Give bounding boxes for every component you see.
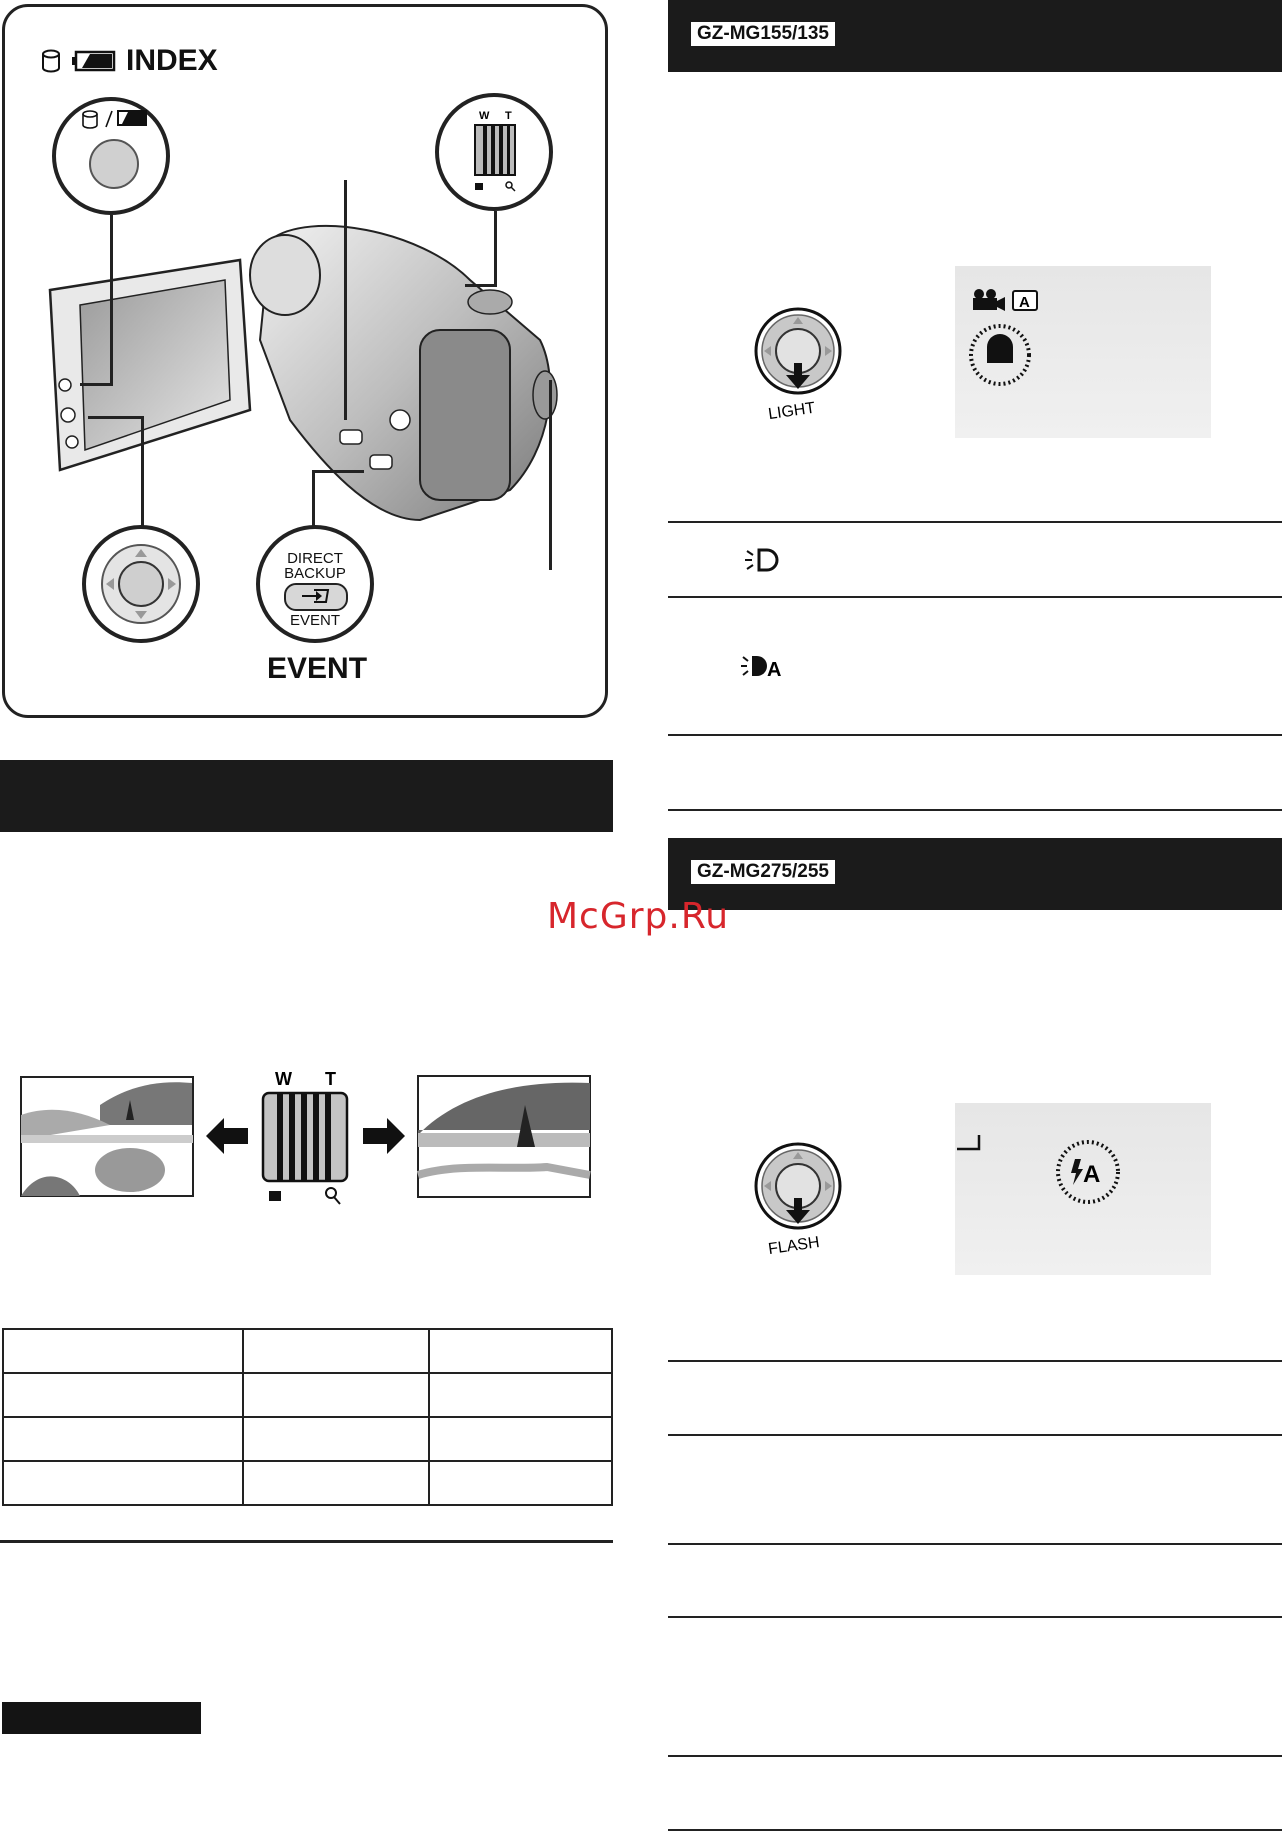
battery-card-icon [72,50,116,72]
svg-text:W: W [479,110,490,122]
hdd-icon [40,48,62,74]
right-arrow-icon [363,1118,405,1154]
leader-line [312,470,315,526]
hdd-battery-icon [80,107,150,133]
flash-auto-icon [1053,1137,1123,1207]
mode-button-callout [52,97,170,215]
camcorder-illustration [40,220,580,540]
divider [668,809,1282,811]
divider [668,1434,1282,1436]
svg-text:A: A [1019,294,1030,311]
direct-backup-text: DIRECT BACKUP [284,550,346,582]
left-section-banner [0,760,613,832]
flash-dial-icon[interactable] [748,1140,848,1260]
index-label: INDEX [126,44,218,77]
zoom-ratio-table [2,1328,613,1506]
divider [668,734,1282,736]
zoom-w-label: W [275,1069,292,1089]
lcd-screen-flash [955,1103,1211,1275]
direct-backup-button[interactable] [284,583,348,611]
table-row [3,1329,612,1373]
flash-dial-label: FLASH [767,1234,821,1259]
index-heading [40,44,218,78]
note-heading-box [2,1702,201,1734]
zoom-lever-icon [463,107,529,199]
set-lever-callout [82,525,200,643]
direct-backup-callout [256,525,374,643]
flash-auto-label: A [1083,1161,1101,1188]
svg-text:A: A [767,659,782,680]
table-row [3,1373,612,1417]
zoom-t-label: T [325,1069,336,1089]
light-on-mode-icon [745,546,781,574]
divider [668,596,1282,598]
tele-landscape-image [417,1075,591,1199]
table-row [3,1417,612,1461]
leader-line [110,215,113,385]
leader-line [88,416,144,419]
zoom-lever-callout [435,93,553,211]
event-small-label: EVENT [289,612,340,629]
set-lever-icon[interactable] [100,543,182,625]
video-auto-mode-icon [971,288,1051,314]
leader-line [344,180,347,420]
divider [0,1540,613,1543]
lcd-screen-light [955,266,1211,438]
divider [668,1360,1282,1362]
watermark: McGrp.Ru [547,896,730,937]
backup-arrow-icon [300,587,332,605]
model-tag-mg155: GZ-MG155/135 [691,22,835,46]
model-tag-mg275: GZ-MG275/255 [691,860,835,884]
screen-corner-mark [955,1133,985,1153]
leader-line [494,211,497,286]
divider [668,1543,1282,1545]
leader-line [80,383,113,386]
zoom-lever-diagram [255,1067,355,1207]
light-on-icon [955,323,1045,387]
svg-text:T: T [505,110,512,122]
left-arrow-icon [206,1118,248,1154]
divider [668,521,1282,523]
divider [668,1829,1282,1831]
leader-line [465,284,497,287]
leader-line [549,380,552,570]
light-dial-icon[interactable] [748,305,848,425]
light-auto-mode-icon [741,652,785,680]
leader-line [312,470,364,473]
divider [668,1616,1282,1618]
divider [668,1755,1282,1757]
table-row [3,1461,612,1505]
leader-line [141,416,144,526]
event-label: EVENT [267,652,368,685]
mode-button[interactable] [89,139,139,189]
wide-landscape-image [20,1065,196,1199]
light-dial-label: LIGHT [767,399,817,424]
